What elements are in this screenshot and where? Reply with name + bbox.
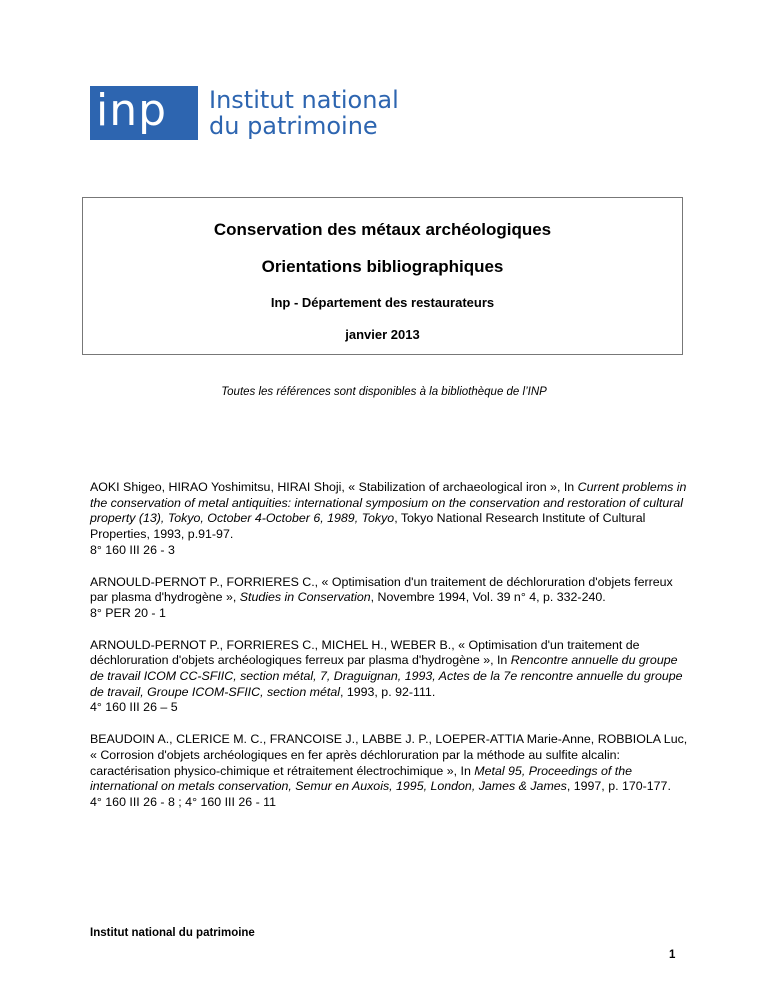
reference-authors: ARNOULD-PERNOT P., FORRIERES C., MICHEL H., WEBER B., « Optimisation d'un traitement de déchloruration d'objets archéologiques ferreux par plasma d'hydrogène », In	[90, 637, 640, 668]
department-name: Inp - Département des restaurateurs	[270, 295, 495, 310]
reference-details: , 1993, p. 92-111.	[339, 684, 436, 699]
reference-source: Current problems in the conservation of metal antiquities: international symposium on the conservation and restoration of cultural property (13), Tokyo, October 4-October 6, 1989, Tokyo	[90, 480, 687, 526]
reference-authors: ARNOULD-PERNOT P., FORRIERES C., « Optimisation d'un traitement de déchloruration d'objets ferreux par plasma d'hydrogène »,	[90, 574, 673, 605]
reference-source: Studies in Conservation	[239, 590, 371, 605]
page-number: 1	[669, 949, 676, 961]
reference-item	[90, 480, 690, 559]
reference-details: , 1997, p. 170-177.	[566, 779, 671, 794]
reference-list	[90, 480, 690, 827]
reference-source: Rencontre annuelle du groupe de travail ICOM CC-SFIIC, section métal, 7, Draguignan, 1993, Actes de la 7e rencontre annuelle du groupe de travail, Groupe ICOM-SFIIC, section métal	[90, 653, 683, 699]
inp-logo	[90, 86, 399, 140]
reference-source: Metal 95, Proceedings of the international on metals conservation, Semur en Auxois, 1995, London, James & James	[90, 763, 633, 794]
reference-shelfmark: 4° 160 III 26 - 8 ; 4° 160 III 26 - 11	[90, 794, 277, 809]
reference-shelfmark: 8° PER 20 - 1	[90, 605, 166, 620]
availability-note: Toutes les références sont disponibles à la bibliothèque de l’INP	[221, 386, 547, 398]
logo-line-2: du patrimoine	[209, 112, 378, 140]
reference-details: , Novembre 1994, Vol. 39 n° 4, p. 332-240.	[370, 590, 606, 605]
logo-line-1: Institut national	[209, 86, 399, 114]
title-box	[82, 197, 683, 355]
logo-wordmark	[209, 87, 399, 139]
document-date: janvier 2013	[345, 327, 420, 342]
reference-authors: BEAUDOIN A., CLERICE M. C., FRANCOISE J., LABBE J. P., LOEPER-ATTIA Marie-Anne, ROBBIOLA Luc, « Corrosion d'objets archéologiques en fer après déchloruration par la méthode au sulfite alcalin: caractérisation physico-chimique et rétraitement électrochimique », In	[90, 732, 688, 778]
reference-item	[90, 732, 690, 811]
document-subtitle: Orientations bibliographiques	[261, 257, 504, 276]
reference-shelfmark: 4° 160 III 26 – 5	[90, 700, 178, 715]
reference-item	[90, 575, 690, 622]
footer-institution: Institut national du patrimoine	[90, 927, 255, 939]
logo-mark: inp	[90, 86, 198, 140]
reference-authors: AOKI Shigeo, HIRAO Yoshimitsu, HIRAI Shoji, « Stabilization of archaeological iron », In	[90, 480, 578, 494]
reference-shelfmark: 8° 160 III 26 - 3	[90, 542, 175, 557]
document-title: Conservation des métaux archéologiques	[213, 220, 552, 239]
reference-details: , Tokyo National Research Institute of Cultural Properties, 1993, p.91-97.	[90, 511, 646, 542]
reference-item	[90, 638, 690, 717]
